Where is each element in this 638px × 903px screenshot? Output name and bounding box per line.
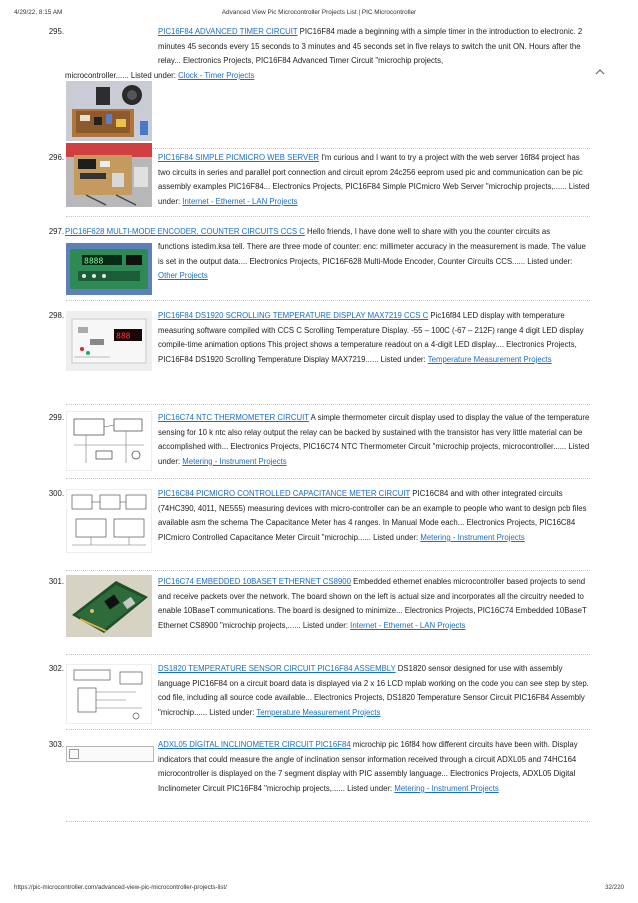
category-link[interactable]: Temperature Measurement Projects: [256, 707, 381, 717]
entry-text: Pic16f84 LED display with temperature measuring software compiled with CCS C Scrolling Temperature Display. -55 – 100C (-67 – 212F) range 4 digit LED display compile-time animation options This project shows a temperature readout on a 4-digit LED display.... Electronics Projects, PIC16F84 DS1920 Scrolling Temperature Display MAX7219...... Listed under:: [158, 311, 584, 364]
print-url: https://pic-microcontroller.com/advanced-view-pic-microcontroller-projects-list/: [14, 884, 227, 891]
entry-number: 299.: [48, 413, 64, 422]
svg-text:8888: 8888: [84, 256, 104, 266]
entry-divider: [66, 570, 590, 571]
project-thumbnail[interactable]: [66, 575, 152, 637]
print-page-title: Advanced View Pic Microcontroller Projects List | PIC Microcontroller: [221, 9, 417, 16]
entry-number: 295.: [48, 27, 64, 36]
entry-description: [158, 662, 590, 720]
entry-text: Hello friends, I have done well to share with you the counter circuits as: [304, 227, 551, 236]
entry-number: 301.: [48, 577, 64, 586]
entry-number: 302.: [48, 664, 64, 673]
print-date: 4/29/22, 8:15 AM: [14, 9, 63, 16]
project-schematic-thumbnail[interactable]: [66, 411, 152, 471]
entry-description: [158, 240, 590, 284]
broken-image-placeholder[interactable]: [66, 746, 154, 762]
project-title-link[interactable]: PIC16C74 NTC THERMOMETER CIRCUIT: [158, 413, 309, 422]
entry-text: PIC16F84 made a beginning with a simple timer in the introduction to electronic. 2 minutes 45 seconds every 15 seconds to 3 minutes and 45 seconds set in five relays to switch the unit ON. Hours after the relay... Electronics Projects, PIC16F84 Advanced Timer Circuit "microchip projects,: [158, 27, 583, 66]
entry-description: [158, 738, 590, 796]
entry-text: I'm curious and I want to try a project with the web server 16f84 project has two circuits in series and parallel port connection and circuit eprom 24c256 eeprom used pic and communication can be pic assembly examples PIC16F84... Electronics Projects, PIC16F84 Simple PICmicro Web Server "microchip projects,...... Listed under:: [158, 153, 590, 206]
entry-description: [158, 309, 590, 367]
entry-description: [158, 151, 590, 209]
category-link[interactable]: Temperature Measurement Projects: [427, 354, 552, 364]
entry-divider: [66, 654, 590, 655]
category-link[interactable]: Internet - Ethernet - LAN Projects: [182, 196, 298, 206]
entry-description: [158, 411, 590, 469]
project-title-link[interactable]: PIC16F628 MULTI-MODE ENCODER, COUNTER CIRCUITS CCS C: [65, 227, 305, 236]
entry-description: [158, 487, 590, 545]
project-thumbnail[interactable]: [66, 311, 152, 371]
entry-number: 297.: [48, 227, 64, 236]
category-link[interactable]: Metering - Instrument Projects: [394, 783, 499, 793]
project-schematic-thumbnail[interactable]: [66, 489, 152, 553]
category-link[interactable]: Metering - Instrument Projects: [182, 456, 287, 466]
entry-description: [158, 575, 590, 633]
project-title-link[interactable]: ADXL05 DİGİTAL INCLINOMETER CIRCUIT PIC16F84: [158, 740, 351, 749]
entry-text: A simple thermometer circuit display used to display the value of the temperature sensing for 10 k ntc also relay output the relay can be backed by sustained with the transistor has very little material can be accomplished with... Electronics Projects, PIC16C74 NTC Thermometer Circuit "microchip projects, microcontroller...... Listed under:: [158, 413, 590, 466]
entry-divider: [66, 478, 590, 479]
project-title-link[interactable]: PIC16F84 ADVANCED TIMER CIRCUIT: [158, 27, 298, 36]
category-link[interactable]: Metering - Instrument Projects: [420, 532, 525, 542]
print-header: [0, 9, 638, 19]
entry-divider: [66, 300, 590, 301]
entry-divider: [66, 821, 590, 822]
entry-divider: [66, 216, 590, 217]
entry-description-head: [65, 225, 590, 240]
entry-number: 303.: [48, 740, 64, 749]
entry-text: DS1820 sensor designed for use with assembly language PIC16F84 on a circuit board data is displayed via 2 x 16 LCD mplab working on the code you can see step by step. cod file, including all source code available... Electronics Projects, DS1820 Temperature Sensor Circuit PIC16F84 Assembly "microchip...... Listed under:: [158, 664, 589, 717]
category-link[interactable]: Other Projects: [158, 271, 208, 281]
project-thumbnail[interactable]: [66, 143, 152, 207]
category-link[interactable]: Internet - Ethernet - LAN Projects: [350, 620, 466, 630]
entry-text: PIC16C84 and with other integrated circuits (74HC390, 4011, NE555) measuring devices with micro-controller can be an example to people who want to design pcb files available asm the schema The Capacitance Meter has 4 ranges. In Manual Mode each... Electronics Projects, PIC16C84 PICmicro Controlled Capacitance Meter Circuit "microchip...... Listed under:: [158, 489, 587, 542]
entry-text: Embedded ethernet enables microcontroller based projects to send and receive packets over the network. The board shown on the left is actual size and incorporates all the circuitry needed to enable 10BaseT communications. The board is designed to minimize... Electronics Projects, PIC16C74 Embedded 10BaseT Ethernet CS8900 "microchip projects,...... Listed under:: [158, 577, 587, 630]
entry-text-tail: microcontroller...... Listed under:: [65, 71, 179, 80]
entry-number: 300.: [48, 489, 64, 498]
project-thumbnail[interactable]: [66, 243, 152, 295]
project-schematic-thumbnail[interactable]: [66, 664, 152, 724]
project-title-link[interactable]: PIC16F84 DS1920 SCROLLING TEMPERATURE DISPLAY MAX7219 CCS C: [158, 311, 429, 320]
entry-number: 298.: [48, 311, 64, 320]
print-footer: [0, 884, 638, 894]
project-thumbnail[interactable]: [66, 81, 152, 141]
category-link[interactable]: Clock - Timer Projects: [178, 71, 255, 80]
chevron-up-icon[interactable]: [594, 66, 606, 78]
project-title-link[interactable]: DS1820 TEMPERATURE SENSOR CIRCUIT PIC16F84 ASSEMBLY: [158, 664, 396, 673]
entry-divider: [66, 404, 590, 405]
project-title-link[interactable]: PIC16C74 EMBEDDED 10BASET ETHERNET CS8900: [158, 577, 351, 586]
entry-text: microchip pic 16f84 how different circuits have been with. Display indicators that could measure the angle of inclination sensor information received through a circuit ADXL05 and 74HC164 microcontroller is displayed on the 7 segment display with PIC assembly language... Electronics Projects, ADXL05 Digital Inclinometer Circuit PIC16F84 "microchip projects,...... Listed under:: [158, 740, 578, 793]
svg-text:888: 888: [116, 331, 131, 341]
project-title-link[interactable]: PIC16C84 PICMICRO CONTROLLED CAPACITANCE METER CIRCUIT: [158, 489, 411, 498]
project-title-link[interactable]: PIC16F84 SIMPLE PICMICRO WEB SERVER: [158, 153, 320, 162]
broken-image-icon: [69, 749, 79, 759]
entry-divider: [66, 729, 590, 730]
print-page-number: 32/220: [605, 884, 624, 891]
entry-description: [158, 25, 590, 69]
entry-number: 296.: [48, 153, 64, 162]
entry-text-continued: functions istedim.ksa tell. There are three mode of counter: enc: millimeter accuracy in the measurement is made. The value is set in the output data.... Electronics Projects, PIC16F628 Multi-Mode Encoder, Counter Circuits CCS...... Listed under:: [158, 242, 586, 266]
